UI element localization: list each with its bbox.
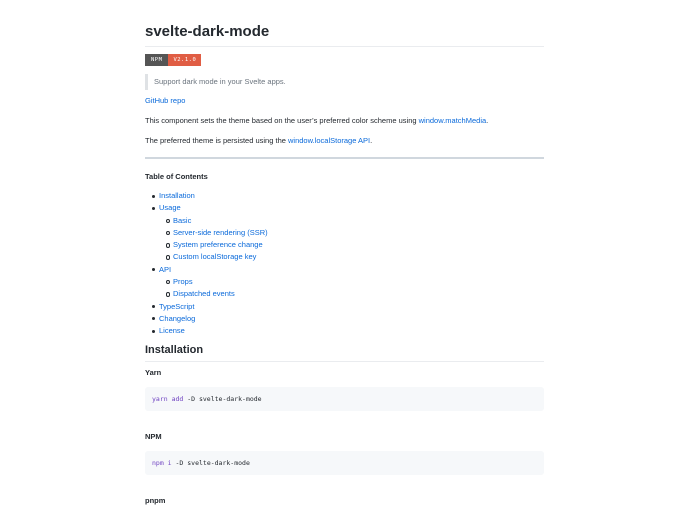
local-storage-link[interactable]: window.localStorage API: [288, 136, 371, 145]
intro-end-2: .: [370, 136, 373, 145]
npm-command: [152, 451, 250, 475]
intro-text-2: The preferred theme is persisted using the: [145, 136, 288, 145]
toc-item: [145, 264, 268, 276]
toc-link[interactable]: Props: [173, 277, 193, 287]
toc-link[interactable]: Usage: [159, 203, 181, 213]
yarn-heading: Yarn: [145, 368, 162, 377]
toc-item: [145, 202, 268, 214]
toc-item: [145, 325, 268, 337]
npm-code-block[interactable]: [145, 451, 544, 475]
toc-link[interactable]: Installation: [159, 191, 195, 200]
installation-heading: Installation: [145, 342, 544, 362]
yarn-tool: yarn: [152, 395, 168, 403]
page-title: svelte-dark-mode: [145, 22, 544, 47]
npm-version-badge[interactable]: [145, 54, 201, 66]
intro-paragraph-2: [145, 135, 372, 147]
intro-paragraph-1: [145, 115, 488, 127]
yarn-code-block[interactable]: [145, 387, 544, 411]
toc-link[interactable]: Basic: [173, 215, 192, 225]
npm-verb: i: [167, 459, 172, 467]
npm-args: -D svelte-dark-mode: [171, 459, 250, 467]
intro-end-1: .: [486, 116, 489, 125]
npm-tool: npm: [152, 459, 164, 467]
toc-list: [145, 190, 268, 338]
toc-item: [145, 227, 268, 239]
toc-item: [145, 239, 268, 251]
github-paragraph: [145, 95, 185, 107]
toc-link[interactable]: Server-side rendering (SSR): [173, 227, 268, 237]
match-media-link[interactable]: window.matchMedia: [418, 116, 487, 125]
toc-link[interactable]: System preference change: [173, 240, 263, 250]
toc-item: [145, 313, 268, 325]
toc-item: [145, 251, 268, 263]
description-blockquote: Support dark mode in your Svelte apps.: [145, 74, 549, 90]
npm-heading: NPM: [145, 432, 162, 441]
yarn-command: [152, 387, 262, 411]
pnpm-heading: pnpm: [145, 496, 166, 505]
badge-label: NPM: [145, 54, 168, 66]
yarn-verb: add: [171, 395, 184, 403]
toc-link[interactable]: TypeScript: [159, 301, 195, 311]
github-repo-link[interactable]: GitHub repo: [145, 96, 186, 105]
badge-version: V2.1.0: [168, 54, 201, 66]
toc-item: [145, 215, 268, 227]
toc-item: [145, 288, 268, 300]
toc-link[interactable]: Changelog: [159, 313, 196, 323]
intro-text-1: This component sets the theme based on the user’s preferred color scheme using: [145, 116, 419, 125]
toc-item: [145, 190, 268, 202]
toc-item: [145, 301, 268, 313]
toc-link[interactable]: Dispatched events: [173, 289, 235, 299]
yarn-args: -D svelte-dark-mode: [183, 395, 262, 403]
horizontal-rule: [145, 157, 544, 159]
toc-item: [145, 276, 268, 288]
toc-link[interactable]: API: [159, 264, 172, 274]
toc-link[interactable]: Custom localStorage key: [173, 252, 257, 262]
toc-title: Table of Contents: [145, 172, 208, 181]
toc-link[interactable]: License: [159, 326, 185, 336]
